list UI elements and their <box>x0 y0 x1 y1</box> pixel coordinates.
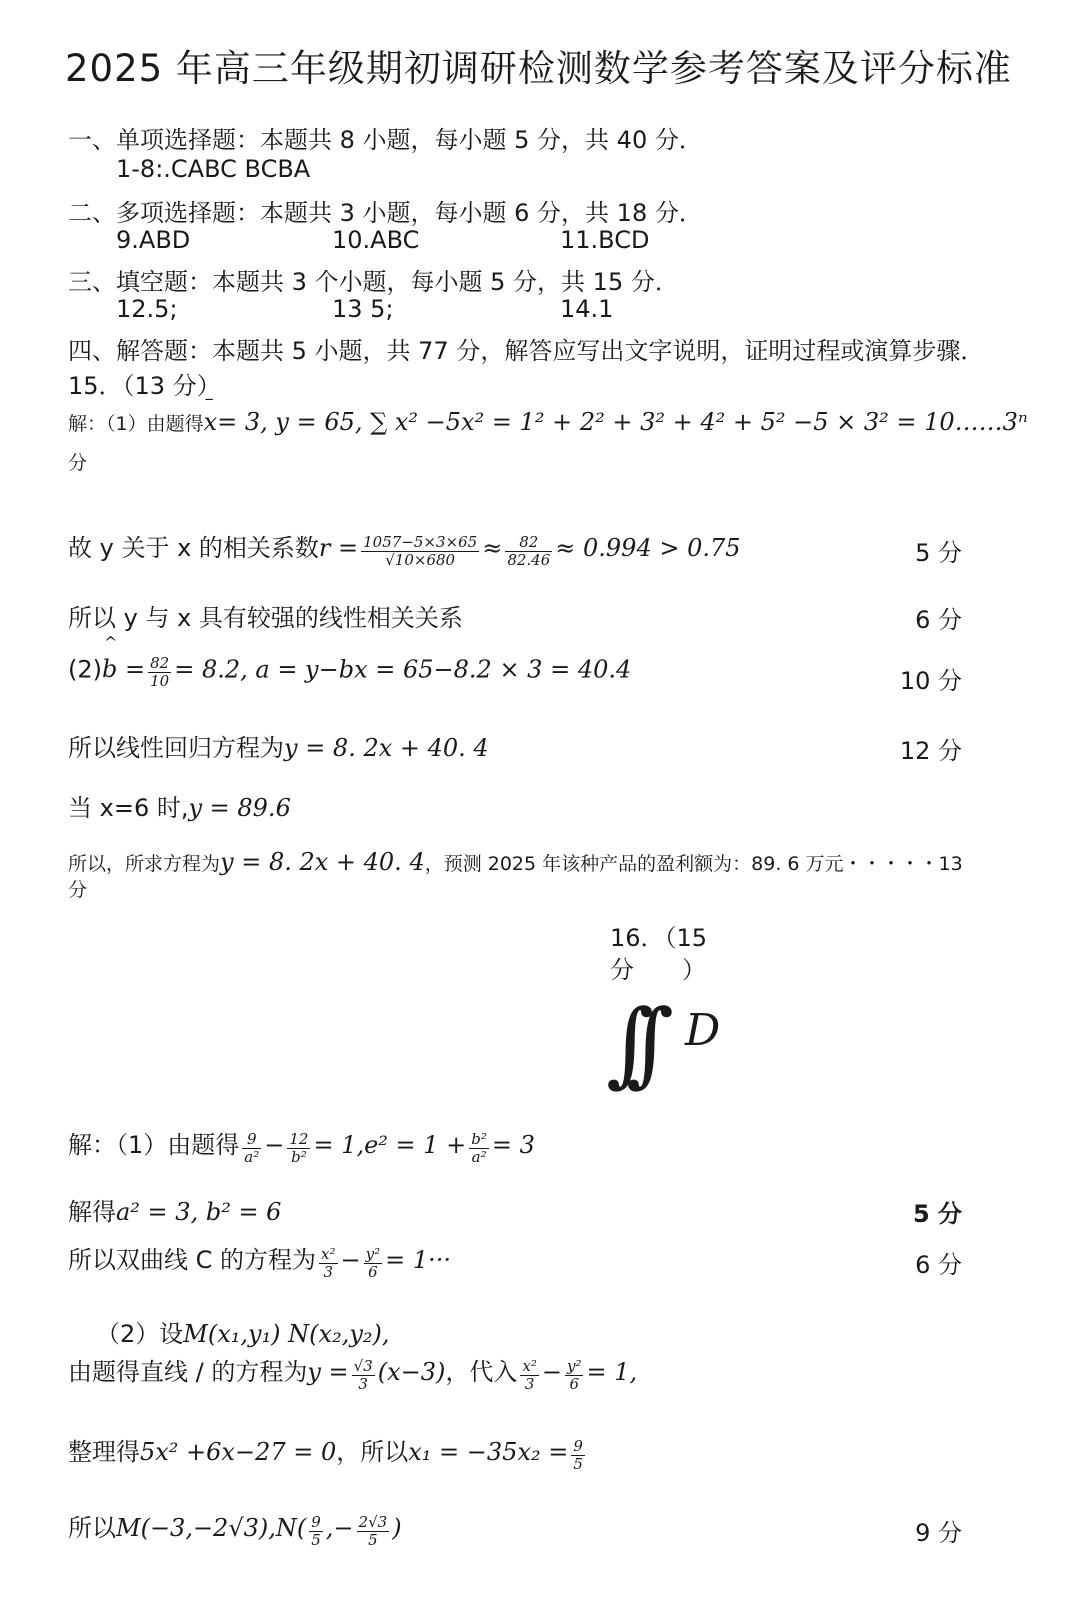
line-math-a: y = <box>307 1358 349 1386</box>
frac-num: 9 <box>311 1512 321 1531</box>
q15-part2-math: = 8.2, a = y−bx = 65−8.2 × 3 = 40.4 <box>174 655 632 684</box>
frac-den: a² <box>244 1148 260 1166</box>
frac-num: x² <box>522 1356 537 1375</box>
q15-final-text: 所以，所求方程为 <box>68 853 221 875</box>
q16-part2-text: （2）设 <box>96 1320 184 1348</box>
q16-solution-mid: = 1,e² = 1 + <box>313 1131 467 1159</box>
frac-num: x² <box>321 1244 336 1263</box>
q15-regression-line <box>68 728 489 763</box>
q16-solution-label: 解：（1）由题得 <box>68 1131 240 1159</box>
q15-part2-points: 10 分 <box>899 667 962 695</box>
q15-regression-text: 所以线性回归方程为 <box>68 734 284 762</box>
q16-mn-points: 9 分 <box>915 1519 962 1547</box>
frac-num: √3 <box>353 1356 373 1375</box>
q15-x6-math: y = 89.6 <box>188 794 291 822</box>
frac-num: y² <box>566 1356 582 1375</box>
answer-14: 14.1 <box>560 295 614 323</box>
integral-region-d: D <box>684 1005 721 1056</box>
double-integral-symbol <box>606 990 720 1097</box>
q16-line-text: 由题得直线 / 的方程为 <box>68 1358 308 1386</box>
frac-den: 3 <box>358 1375 368 1393</box>
frac-num: 12 <box>289 1129 309 1148</box>
x-bar-symbol: – x <box>204 408 218 436</box>
section-2-heading: 二、多项选择题：本题共 3 小题，每小题 6 分，共 18 分． <box>68 199 703 227</box>
q16-mn-text: 所以 <box>68 1514 116 1542</box>
frac-num: 9 <box>242 1131 261 1149</box>
line-end: = 1, <box>586 1358 638 1386</box>
q15-final-math: y = 8. 2x + 40. 4 <box>220 848 425 876</box>
line-math-b: (x−3) <box>377 1358 446 1386</box>
q16-hyperbola-line: 所以双曲线 C 的方程为 $\frac{\text{x²}}{3}$ − $\frac{\text{y²}}{6}$ = 1··· <box>68 1244 452 1281</box>
q16-simplify-math2: x₁ = −35x₂ = <box>408 1438 569 1466</box>
q15-solution-math: = 3, y = 65, ∑ x² −5x² = 1² + 2² + 3² + 4² + 5² −5 × 3² = 10……3ⁿ <box>217 408 1028 436</box>
frac-den: a² <box>471 1148 487 1166</box>
q16-simplify-line <box>68 1432 588 1473</box>
q16-header-line1: 16．（15 <box>610 924 708 952</box>
q16-line-equation: 由题得直线 / 的方程为y = $\frac{√3}{3}$ (x−3)，代入 $\frac{\text{x²}}{3}$ − $\frac{\text{y²}}{6}$ = 1, <box>68 1356 638 1393</box>
q15-header: 15．（13 分） <box>68 372 221 400</box>
section-1-heading: 一、单项选择题：本题共 8 小题，每小题 5 分，共 40 分． <box>68 126 703 154</box>
frac-den: 3 <box>323 1263 334 1281</box>
q16-header-line2: 分 ） <box>610 956 706 984</box>
q16-hyperbola-text: 所以双曲线 C 的方程为 <box>68 1246 317 1274</box>
answer-10: 10.ABC <box>332 226 420 254</box>
r-denominator-2: 82.46 <box>507 551 551 569</box>
q16-solve-line <box>68 1192 281 1227</box>
q15-solution-label: 解：（1）由题得 <box>68 413 204 435</box>
frac-den: 5 <box>368 1531 378 1549</box>
b-hat-numerator: 82 <box>150 654 170 672</box>
frac-num: 9 <box>573 1436 583 1455</box>
q16-solve-text: 解得 <box>68 1198 116 1226</box>
answer-13: 13 5; <box>332 295 394 323</box>
double-integral-sign: ∫∫ <box>606 990 646 1097</box>
frac-den: 3 <box>524 1375 535 1393</box>
frac-num: y² <box>365 1244 381 1263</box>
q16-hyperbola-end: = 1··· <box>385 1246 452 1274</box>
q16-mn-end: ) <box>392 1514 402 1542</box>
q15-final-tail: ，预测 2025 年该种产品的盈利额为：89. 6 万元・・・・・13 <box>424 853 963 875</box>
section-3-heading: 三、填空题：本题共 3 个小题，每小题 5 分，共 15 分． <box>68 268 679 296</box>
q16-mn-math: M(−3,−2√3),N( <box>116 1514 307 1542</box>
q15-strong-points: 6 分 <box>915 606 962 634</box>
r-denominator: √10×680 <box>385 551 456 569</box>
q15-strong-relation: 所以 y 与 x 具有较强的线性相关关系 <box>68 604 463 632</box>
q15-correlation-line: 故 y 关于 x 的相关系数r = $\frac{1057-5\times 3\times 65}{√10\times 680}$ ≈ $\frac{82}{82.46}$ ≈ 0.994 > 0.75 <box>68 532 741 569</box>
q16-simplify-text2: ，所以 <box>336 1438 409 1466</box>
frac-den: 6 <box>569 1375 579 1393</box>
q16-part2-line <box>96 1314 390 1349</box>
q16-simplify-math: 5x² +6x−27 = 0 <box>140 1438 337 1466</box>
q15-x6-line <box>68 788 291 823</box>
frac-den: 5 <box>311 1531 321 1549</box>
section-4-heading: 四、解答题：本题共 5 小题，共 77 分，解答应写出文字说明，证明过程或演算步骤． <box>68 337 985 365</box>
section-1-answers: 1-8:.CABC BCBA <box>116 155 311 183</box>
frac-den: b² <box>291 1148 307 1166</box>
r-tail: ≈ 0.994 > 0.75 <box>555 534 741 562</box>
q15-correlation-text: 故 y 关于 x 的相关系数 <box>68 534 319 562</box>
r-numerator: 1057−5×3×65 <box>363 532 478 551</box>
frac-den: 5 <box>573 1455 583 1473</box>
q15-final-line <box>68 848 963 876</box>
q16-part2-math: M(x₁,y₁) N(x₂,y₂), <box>183 1320 390 1348</box>
q15-r-points: 5 分 <box>915 539 962 567</box>
q15-solution-fen: 分 <box>68 452 88 474</box>
answer-9: 9.ABD <box>116 226 191 254</box>
line-sub-text: ，代入 <box>445 1358 518 1386</box>
q16-hyperbola-points: 6 分 <box>915 1251 962 1279</box>
q16-solve-points: 5 分 <box>912 1200 962 1228</box>
frac-num: b² <box>471 1129 487 1148</box>
q15-solution-line <box>68 408 1028 436</box>
answer-11: 11.BCD <box>560 226 650 254</box>
q16-mn-line: 所以M(−3,−2√3),N( $\frac{9}{5}$ ,− $\frac{2√3}{5}$ ) <box>68 1512 402 1549</box>
q15-x6-text: 当 x=6 时, <box>68 794 189 822</box>
page-title: 2025 年高三年级期初调研检测数学参考答案及评分标准 <box>65 47 1012 90</box>
q16-solve-math: a² = 3, b² = 6 <box>116 1198 282 1226</box>
q15-part2-line: (2)^ b = $\frac{82}{10}$ = 8.2, a = y−bx = 65−8.2 × 3 = 40.4 <box>68 655 631 691</box>
frac-den: 6 <box>368 1263 378 1281</box>
q16-solution-end: = 3 <box>491 1131 535 1159</box>
q15-final-fen: 分 <box>68 879 88 901</box>
q15-part2-label: (2) <box>68 655 102 684</box>
q15-regression-points: 12 分 <box>899 737 962 765</box>
q16-solution-line: 解：（1）由题得 $\frac{9}{\text{a²}}$ − $\frac{12}{\text{b²}}$ = 1,e² = 1 + $\frac{\text{b²}}{\text{a²}}$ = 3 <box>68 1129 535 1166</box>
b-hat-denominator: 10 <box>150 672 170 691</box>
answer-12: 12.5; <box>116 295 178 323</box>
q16-simplify-text: 整理得 <box>68 1438 140 1466</box>
r-numerator-2: 82 <box>505 534 552 552</box>
q15-regression-math: y = 8. 2x + 40. 4 <box>284 734 489 762</box>
frac-num: 2√3 <box>358 1512 388 1531</box>
